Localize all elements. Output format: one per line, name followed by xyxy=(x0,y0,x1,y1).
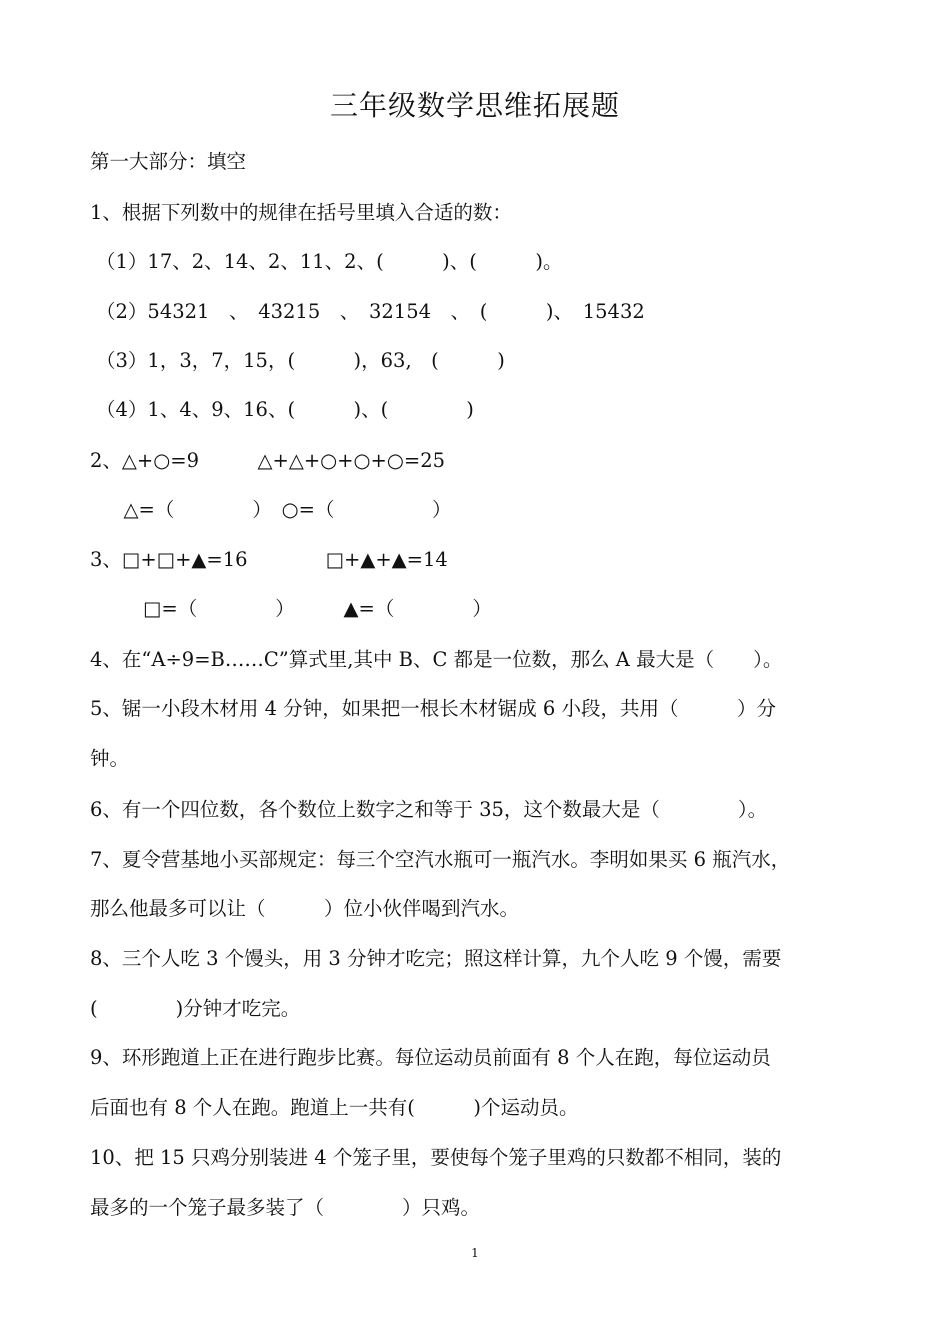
question-9: 9、环形跑道上正在进行跑步比赛。每位运动员前面有 8 个人在跑，每位运动员 xyxy=(90,1046,771,1069)
page-number: 1 xyxy=(471,1246,479,1260)
question-1-part-1: （1）17、2、14、2、11、2、( )、( )。 xyxy=(96,250,563,273)
question-3-answers: □=（ ） ▲=（ ） xyxy=(104,597,492,620)
question-5-continued: 钟。 xyxy=(90,747,130,770)
question-10: 10、把 15 只鸡分别装进 4 个笼子里，要使每个笼子里鸡的只数都不相同，装的 xyxy=(90,1146,782,1169)
question-5: 5、锯一小段木材用 4 分钟，如果把一根长木材锯成 6 小段，共用（ ）分 xyxy=(90,697,777,720)
question-10-continued: 最多的一个笼子最多装了（ ）只鸡。 xyxy=(90,1196,481,1219)
document-title: 三年级数学思维拓展题 xyxy=(329,89,620,122)
question-3: 3、□+□+▲=16 □+▲+▲=14 xyxy=(90,548,448,571)
question-7-continued: 那么他最多可以让（ ）位小伙伴喝到汽水。 xyxy=(90,897,520,920)
question-6: 6、有一个四位数，各个数位上数字之和等于 35，这个数最大是（ ）。 xyxy=(90,798,768,821)
question-2: 2、△+○=9 △+△+○+○+○=25 xyxy=(90,449,446,472)
question-1-part-3: （3）1，3，7，15，( )，63, ( ) xyxy=(96,349,505,372)
question-1-part-2: （2）54321 、 43215 、 32154 、 ( )、 15432 xyxy=(96,300,645,323)
question-7: 7、夏令营基地小买部规定：每三个空汽水瓶可一瓶汽水。李明如果买 6 瓶汽水， xyxy=(90,848,791,871)
question-2-answers: △=（ ） ○=（ ） xyxy=(104,498,452,521)
section-heading: 第一大部分：填空 xyxy=(90,150,247,173)
question-1: 1、根据下列数中的规律在括号里填入合适的数： xyxy=(90,201,512,224)
question-1-part-4: （4）1、4、9、16、( )、( ) xyxy=(96,398,474,421)
question-8: 8、三个人吃 3 个馒头，用 3 分钟才吃完；照这样计算，九个人吃 9 个馒，需要 xyxy=(90,947,782,970)
question-4: 4、在“A÷9=B……C”算式里,其中 B、C 都是一位数，那么 A 最大是（ ）。 xyxy=(90,648,783,671)
question-8-continued: ( )分钟才吃完。 xyxy=(90,997,301,1020)
question-9-continued: 后面也有 8 个人在跑。跑道上一共有( )个运动员。 xyxy=(90,1096,579,1119)
